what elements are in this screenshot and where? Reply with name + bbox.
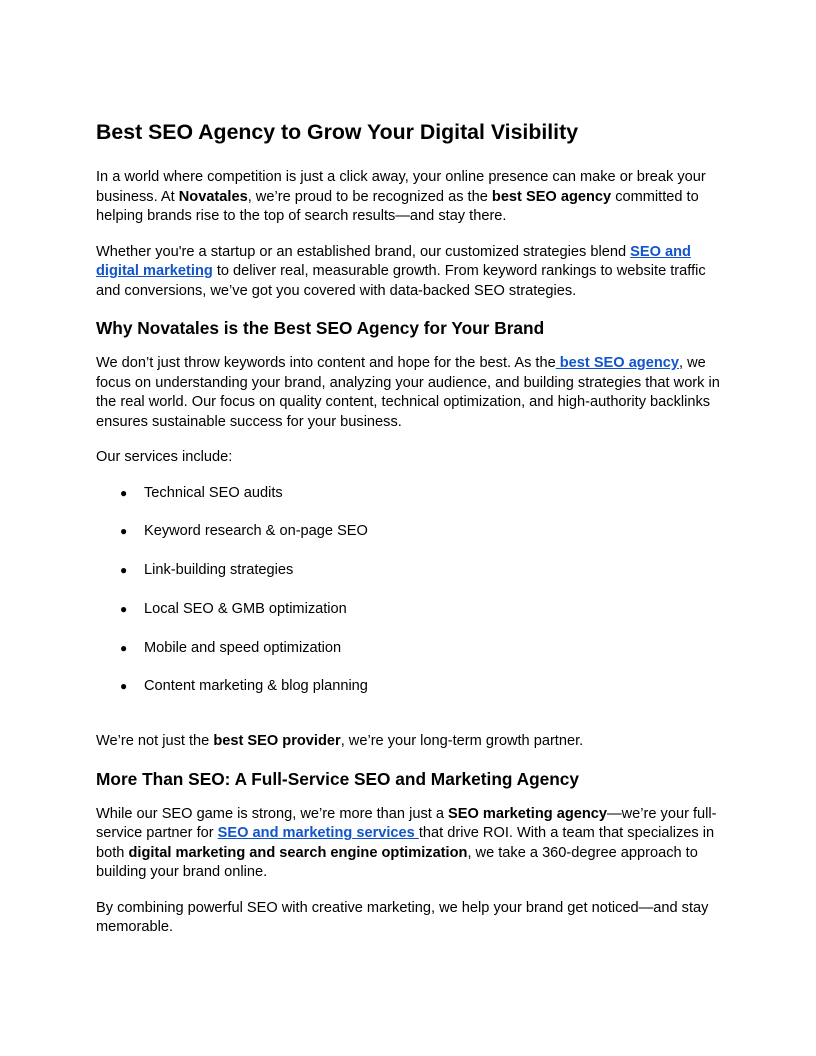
services-intro: Our services include: bbox=[96, 449, 233, 465]
text-run: that drive ROI. With a team that specializes in both bbox=[96, 825, 715, 861]
list-item-label: Keyword research & on-page SEO bbox=[144, 523, 368, 540]
text-run: —we’re your full-service partner for bbox=[96, 805, 717, 842]
text-run: In a world where competition is just a click away, your online presence can make or break your business. At bbox=[96, 169, 706, 205]
bold-phrase: best SEO provider bbox=[213, 733, 341, 750]
bullet-icon: ● bbox=[120, 563, 128, 578]
bullet-icon: ● bbox=[120, 679, 128, 694]
list-item bbox=[96, 600, 720, 620]
seo-digital-marketing-link[interactable]: SEO and digital marketing bbox=[96, 243, 691, 279]
list-item-label: Mobile and speed optimization bbox=[144, 639, 342, 656]
bullet-icon: ● bbox=[120, 640, 128, 655]
document-page bbox=[96, 118, 720, 954]
section-heading-more-than-seo: More Than SEO: A Full-Service SEO and Marketing Agency bbox=[96, 768, 580, 789]
list-item-label: Local SEO & GMB optimization bbox=[144, 600, 347, 617]
text-run: , we’re proud to be recognized as the bbox=[247, 188, 492, 205]
section1-paragraph bbox=[96, 354, 720, 432]
bullet-icon: ● bbox=[120, 485, 128, 500]
brand-name: Novatales bbox=[178, 188, 248, 205]
spacer bbox=[96, 716, 720, 732]
seo-marketing-services-link[interactable]: SEO and marketing services bbox=[217, 825, 419, 842]
text-run: , we’re your long-term growth partner. bbox=[340, 733, 584, 750]
list-item bbox=[96, 639, 720, 659]
section1-closing bbox=[96, 732, 720, 752]
text-run: Whether you're a startup or an established brand, our customized strategies blend bbox=[96, 243, 631, 260]
bold-phrase: digital marketing and search engine optimization bbox=[128, 844, 468, 861]
text-run: , we focus on understanding your brand, analyzing your audience, and building strategies that work in the real world. Our focus on quality content, technical optimization, and high-authority backlinks ensures sustainable success for your business. bbox=[96, 355, 720, 430]
best-seo-agency-link[interactable]: best SEO agency bbox=[555, 355, 679, 371]
text-run: committed to helping brands rise to the top of search results—and stay there. bbox=[96, 188, 699, 224]
list-item-label: Link-building strategies bbox=[144, 562, 294, 579]
section-heading-why: Why Novatales is the Best SEO Agency for Your Brand bbox=[96, 318, 545, 338]
services-list bbox=[96, 484, 720, 697]
list-item-label: Technical SEO audits bbox=[144, 484, 283, 501]
bold-phrase: SEO marketing agency bbox=[448, 805, 608, 822]
page-title: Best SEO Agency to Grow Your Digital Visibility bbox=[96, 120, 579, 144]
list-item bbox=[96, 522, 720, 542]
list-item bbox=[96, 484, 720, 504]
text-run: While our SEO game is strong, we’re more than just a bbox=[96, 805, 449, 822]
bold-phrase: best SEO agency bbox=[491, 188, 612, 205]
list-item bbox=[96, 561, 720, 581]
bullet-icon: ● bbox=[120, 601, 128, 616]
intro-paragraph-2 bbox=[96, 243, 720, 302]
text-run: to deliver real, measurable growth. From keyword rankings to website traffic and conversions, we’ve got you covered with data-backed SEO strategies. bbox=[96, 263, 706, 299]
section2-paragraph-1 bbox=[96, 805, 720, 883]
text-run: We don’t just throw keywords into content and hope for the best. As the bbox=[96, 355, 556, 371]
list-item-label: Content marketing & blog planning bbox=[144, 678, 368, 695]
bullet-icon: ● bbox=[120, 524, 128, 539]
text-run: We’re not just the bbox=[96, 733, 214, 750]
intro-paragraph-1 bbox=[96, 168, 720, 227]
section2-paragraph-2: By combining powerful SEO with creative marketing, we help your brand get noticed—and stay memorable. bbox=[96, 899, 709, 936]
text-run: , we take a 360-degree approach to building your brand online. bbox=[96, 844, 698, 881]
list-item bbox=[96, 677, 720, 697]
